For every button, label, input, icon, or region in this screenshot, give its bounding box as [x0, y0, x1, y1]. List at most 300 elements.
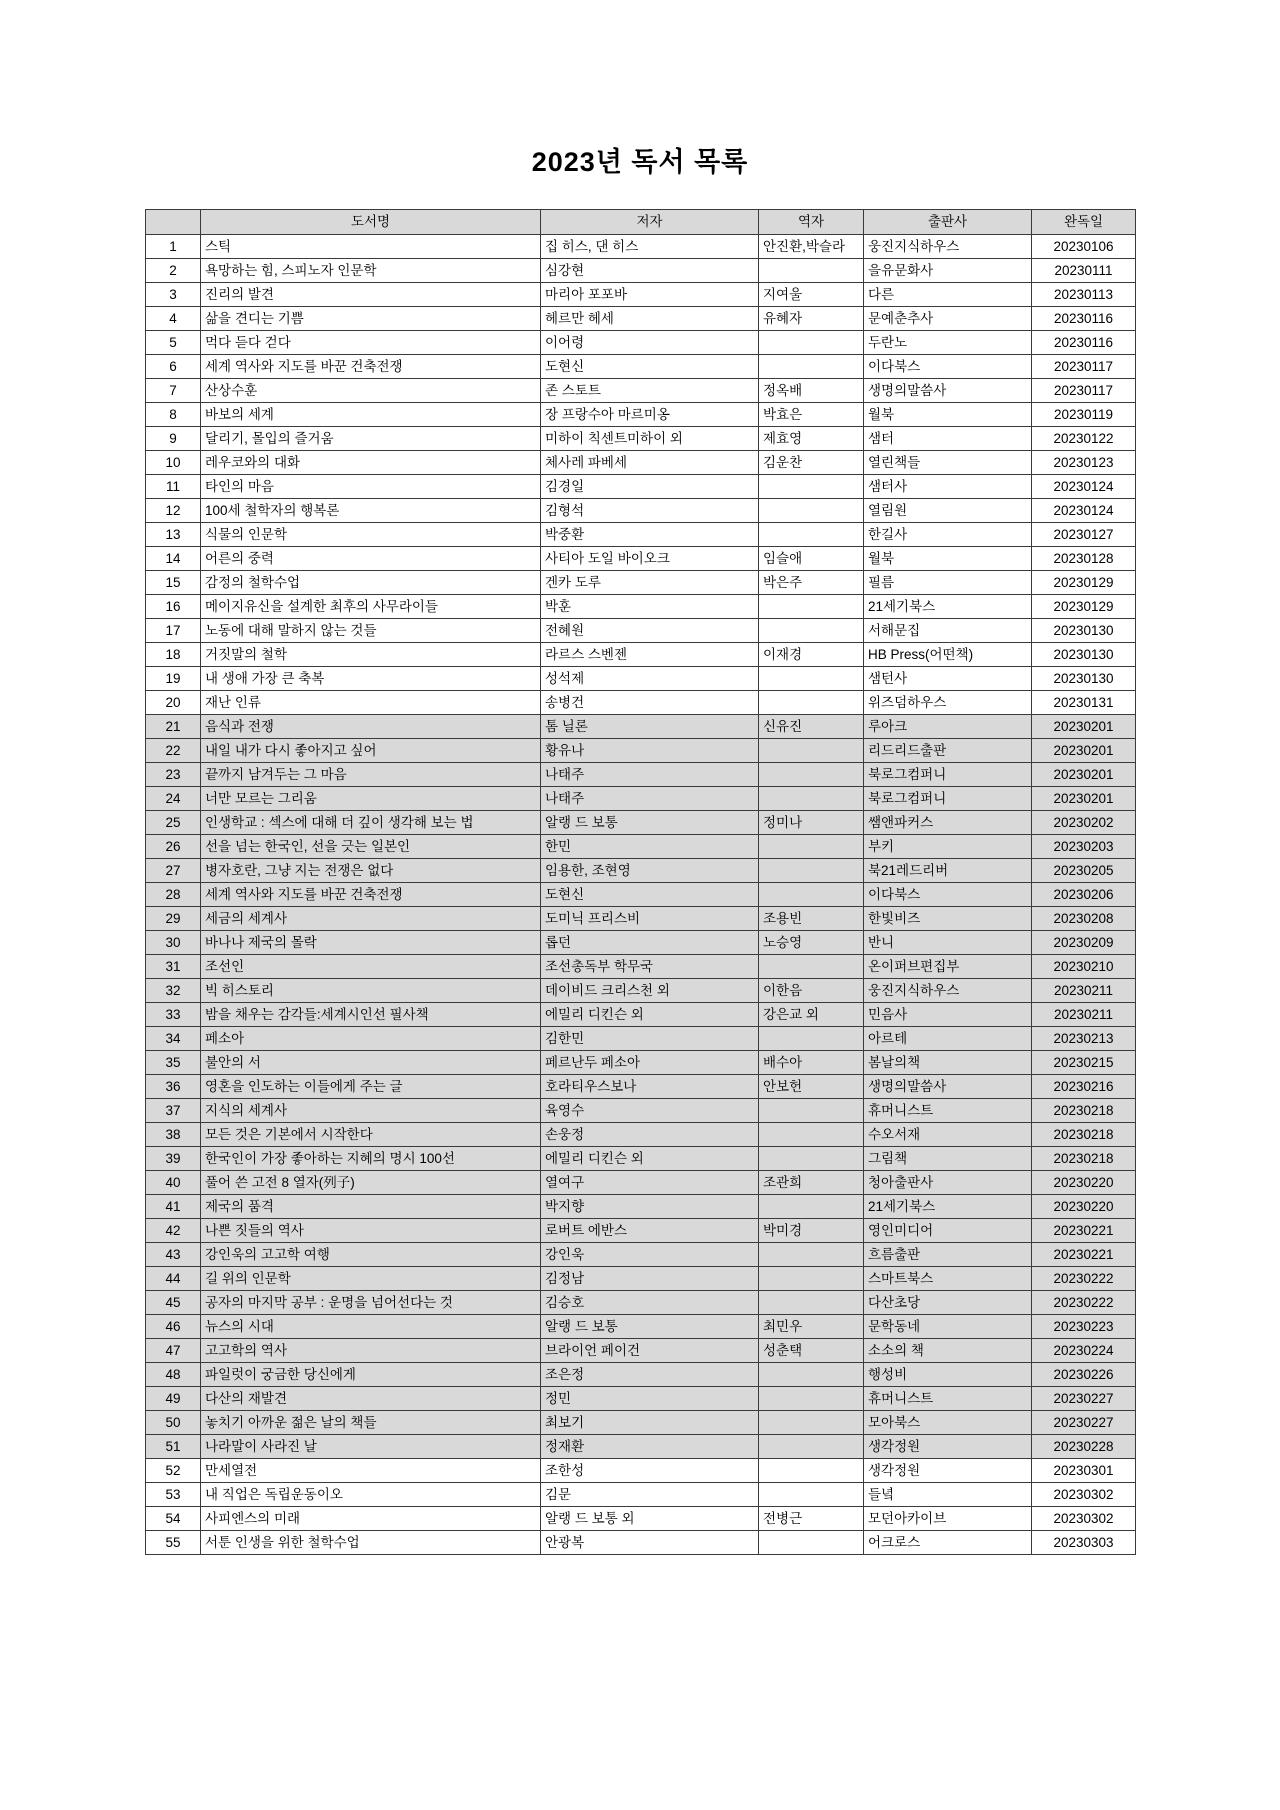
cell-translator	[759, 1267, 864, 1291]
cell-publisher: 모아북스	[864, 1411, 1032, 1435]
table-row	[146, 643, 1136, 667]
table-row	[146, 1315, 1136, 1339]
column-header-title: 도서명	[201, 210, 541, 235]
table-row	[146, 1051, 1136, 1075]
cell-title: 공자의 마지막 공부 : 운명을 넘어선다는 것	[201, 1291, 541, 1315]
cell-date: 20230227	[1032, 1411, 1136, 1435]
cell-author: 체사레 파베세	[541, 451, 759, 475]
cell-no: 34	[146, 1027, 201, 1051]
cell-date: 20230220	[1032, 1195, 1136, 1219]
cell-no: 53	[146, 1483, 201, 1507]
cell-author: 조한성	[541, 1459, 759, 1483]
cell-date: 20230106	[1032, 235, 1136, 259]
cell-no: 31	[146, 955, 201, 979]
table-row	[146, 1171, 1136, 1195]
cell-author: 박훈	[541, 595, 759, 619]
table-row	[146, 907, 1136, 931]
cell-translator	[759, 619, 864, 643]
cell-title: 고고학의 역사	[201, 1339, 541, 1363]
cell-publisher: 부키	[864, 835, 1032, 859]
cell-translator	[759, 259, 864, 283]
cell-author: 심강현	[541, 259, 759, 283]
cell-publisher: 흐름출판	[864, 1243, 1032, 1267]
cell-date: 20230221	[1032, 1219, 1136, 1243]
cell-no: 49	[146, 1387, 201, 1411]
cell-no: 13	[146, 523, 201, 547]
cell-author: 로버트 에반스	[541, 1219, 759, 1243]
cell-title: 끝까지 남겨두는 그 마음	[201, 763, 541, 787]
table-row	[146, 355, 1136, 379]
cell-title: 내 직업은 독립운동이오	[201, 1483, 541, 1507]
cell-author: 임용한, 조현영	[541, 859, 759, 883]
table-row	[146, 979, 1136, 1003]
cell-author: 나태주	[541, 787, 759, 811]
cell-publisher: 온이퍼브편집부	[864, 955, 1032, 979]
cell-no: 14	[146, 547, 201, 571]
cell-no: 36	[146, 1075, 201, 1099]
table-row	[146, 475, 1136, 499]
cell-translator	[759, 787, 864, 811]
cell-date: 20230210	[1032, 955, 1136, 979]
cell-translator	[759, 499, 864, 523]
cell-publisher: 아르테	[864, 1027, 1032, 1051]
cell-author: 육영수	[541, 1099, 759, 1123]
cell-title: 영혼을 인도하는 이들에게 주는 글	[201, 1075, 541, 1099]
cell-translator	[759, 835, 864, 859]
table-row	[146, 523, 1136, 547]
table-row	[146, 259, 1136, 283]
cell-translator	[759, 883, 864, 907]
cell-title: 불안의 서	[201, 1051, 541, 1075]
table-row	[146, 1387, 1136, 1411]
cell-date: 20230130	[1032, 667, 1136, 691]
table-row	[146, 1459, 1136, 1483]
cell-publisher: 생명의말씀사	[864, 379, 1032, 403]
table-row	[146, 1195, 1136, 1219]
cell-no: 20	[146, 691, 201, 715]
cell-no: 46	[146, 1315, 201, 1339]
cell-author: 호라티우스보나	[541, 1075, 759, 1099]
cell-publisher: 소소의 책	[864, 1339, 1032, 1363]
cell-date: 20230203	[1032, 835, 1136, 859]
cell-author: 미하이 칙센트미하이 외	[541, 427, 759, 451]
cell-title: 강인욱의 고고학 여행	[201, 1243, 541, 1267]
cell-translator: 임슬애	[759, 547, 864, 571]
table-row	[146, 1435, 1136, 1459]
cell-author: 나태주	[541, 763, 759, 787]
cell-publisher: 영인미디어	[864, 1219, 1032, 1243]
cell-translator: 제효영	[759, 427, 864, 451]
cell-publisher: 어크로스	[864, 1531, 1032, 1555]
cell-date: 20230116	[1032, 307, 1136, 331]
table-row	[146, 787, 1136, 811]
cell-title: 빅 히스토리	[201, 979, 541, 1003]
cell-no: 2	[146, 259, 201, 283]
column-header-publisher: 출판사	[864, 210, 1032, 235]
cell-publisher: 한길사	[864, 523, 1032, 547]
cell-title: 세계 역사와 지도를 바꾼 건축전쟁	[201, 355, 541, 379]
cell-title: 너만 모르는 그리움	[201, 787, 541, 811]
cell-no: 55	[146, 1531, 201, 1555]
cell-author: 안광복	[541, 1531, 759, 1555]
cell-title: 스틱	[201, 235, 541, 259]
reading-list-table	[145, 209, 1136, 1555]
cell-translator	[759, 1531, 864, 1555]
cell-no: 11	[146, 475, 201, 499]
cell-no: 24	[146, 787, 201, 811]
cell-date: 20230213	[1032, 1027, 1136, 1051]
cell-translator: 정옥배	[759, 379, 864, 403]
cell-author: 성석제	[541, 667, 759, 691]
table-row	[146, 547, 1136, 571]
cell-title: 밤을 채우는 감각들:세계시인선 필사책	[201, 1003, 541, 1027]
cell-no: 4	[146, 307, 201, 331]
cell-no: 51	[146, 1435, 201, 1459]
cell-publisher: 위즈덤하우스	[864, 691, 1032, 715]
cell-publisher: 그림책	[864, 1147, 1032, 1171]
cell-date: 20230301	[1032, 1459, 1136, 1483]
cell-no: 19	[146, 667, 201, 691]
cell-publisher: 다른	[864, 283, 1032, 307]
cell-date: 20230220	[1032, 1171, 1136, 1195]
cell-author: 데이비드 크리스천 외	[541, 979, 759, 1003]
column-header-no	[146, 210, 201, 235]
cell-no: 50	[146, 1411, 201, 1435]
cell-translator: 강은교 외	[759, 1003, 864, 1027]
cell-author: 롭던	[541, 931, 759, 955]
cell-title: 모든 것은 기본에서 시작한다	[201, 1123, 541, 1147]
column-header-date: 완독일	[1032, 210, 1136, 235]
cell-translator	[759, 1123, 864, 1147]
cell-author: 손웅정	[541, 1123, 759, 1147]
cell-publisher: 웅진지식하우스	[864, 979, 1032, 1003]
cell-publisher: 휴머니스트	[864, 1099, 1032, 1123]
table-row	[146, 499, 1136, 523]
cell-publisher: 수오서재	[864, 1123, 1032, 1147]
cell-author: 한민	[541, 835, 759, 859]
cell-translator	[759, 1099, 864, 1123]
table-row	[146, 1363, 1136, 1387]
cell-publisher: 리드리드출판	[864, 739, 1032, 763]
cell-title: 내일 내가 다시 좋아지고 싶어	[201, 739, 541, 763]
page-title: 2023년 독서 목록	[531, 147, 749, 177]
cell-author: 존 스토트	[541, 379, 759, 403]
cell-author: 마리아 포포바	[541, 283, 759, 307]
cell-author: 브라이언 페이건	[541, 1339, 759, 1363]
cell-date: 20230202	[1032, 811, 1136, 835]
cell-author: 정민	[541, 1387, 759, 1411]
cell-title: 선을 넘는 한국인, 선을 긋는 일본인	[201, 835, 541, 859]
cell-publisher: 샘턴사	[864, 667, 1032, 691]
table-row	[146, 379, 1136, 403]
cell-no: 22	[146, 739, 201, 763]
cell-translator	[759, 1459, 864, 1483]
cell-date: 20230209	[1032, 931, 1136, 955]
cell-publisher: 쌤앤파커스	[864, 811, 1032, 835]
cell-author: 김문	[541, 1483, 759, 1507]
reading-list-table-wrapper	[145, 209, 1135, 1555]
cell-translator: 안보헌	[759, 1075, 864, 1099]
table-row	[146, 1339, 1136, 1363]
cell-author: 김승호	[541, 1291, 759, 1315]
cell-publisher: 샘터	[864, 427, 1032, 451]
table-row	[146, 235, 1136, 259]
table-row	[146, 595, 1136, 619]
cell-title: 메이지유신을 설계한 최후의 사무라이들	[201, 595, 541, 619]
cell-no: 15	[146, 571, 201, 595]
cell-date: 20230208	[1032, 907, 1136, 931]
cell-date: 20230303	[1032, 1531, 1136, 1555]
cell-date: 20230227	[1032, 1387, 1136, 1411]
cell-publisher: 21세기북스	[864, 595, 1032, 619]
cell-title: 식물의 인문학	[201, 523, 541, 547]
table-row	[146, 427, 1136, 451]
cell-author: 김형석	[541, 499, 759, 523]
cell-date: 20230129	[1032, 571, 1136, 595]
cell-no: 8	[146, 403, 201, 427]
cell-title: 병자호란, 그냥 지는 전쟁은 없다	[201, 859, 541, 883]
cell-date: 20230211	[1032, 1003, 1136, 1027]
cell-no: 32	[146, 979, 201, 1003]
cell-translator: 신유진	[759, 715, 864, 739]
cell-author: 집 히스, 댄 히스	[541, 235, 759, 259]
cell-date: 20230224	[1032, 1339, 1136, 1363]
cell-publisher: 봄날의책	[864, 1051, 1032, 1075]
cell-translator	[759, 859, 864, 883]
cell-author: 장 프랑수아 마르미옹	[541, 403, 759, 427]
cell-translator	[759, 691, 864, 715]
cell-no: 18	[146, 643, 201, 667]
cell-date: 20230117	[1032, 379, 1136, 403]
cell-no: 26	[146, 835, 201, 859]
cell-title: 재난 인류	[201, 691, 541, 715]
table-row	[146, 739, 1136, 763]
cell-title: 나쁜 짓들의 역사	[201, 1219, 541, 1243]
cell-title: 먹다 듣다 걷다	[201, 331, 541, 355]
cell-title: 파일럿이 궁금한 당신에게	[201, 1363, 541, 1387]
cell-date: 20230302	[1032, 1483, 1136, 1507]
cell-date: 20230205	[1032, 859, 1136, 883]
cell-date: 20230222	[1032, 1267, 1136, 1291]
cell-translator: 유혜자	[759, 307, 864, 331]
cell-translator: 최민우	[759, 1315, 864, 1339]
cell-translator: 성춘택	[759, 1339, 864, 1363]
table-row	[146, 1291, 1136, 1315]
cell-title: 서툰 인생을 위한 철학수업	[201, 1531, 541, 1555]
cell-translator: 이재경	[759, 643, 864, 667]
cell-publisher: 두란노	[864, 331, 1032, 355]
table-row	[146, 283, 1136, 307]
cell-translator	[759, 1291, 864, 1315]
cell-date: 20230201	[1032, 715, 1136, 739]
cell-title: 삶을 견디는 기쁨	[201, 307, 541, 331]
cell-publisher: 모던아카이브	[864, 1507, 1032, 1531]
cell-publisher: 이다북스	[864, 355, 1032, 379]
cell-date: 20230221	[1032, 1243, 1136, 1267]
cell-translator: 노승영	[759, 931, 864, 955]
cell-no: 17	[146, 619, 201, 643]
cell-date: 20230124	[1032, 499, 1136, 523]
cell-date: 20230216	[1032, 1075, 1136, 1099]
cell-title: 제국의 품격	[201, 1195, 541, 1219]
cell-title: 인생학교 : 섹스에 대해 더 깊이 생각해 보는 법	[201, 811, 541, 835]
cell-date: 20230201	[1032, 739, 1136, 763]
cell-date: 20230218	[1032, 1147, 1136, 1171]
cell-no: 37	[146, 1099, 201, 1123]
table-row	[146, 1483, 1136, 1507]
cell-publisher: 필름	[864, 571, 1032, 595]
cell-translator	[759, 355, 864, 379]
table-row	[146, 1219, 1136, 1243]
table-row	[146, 715, 1136, 739]
cell-date: 20230226	[1032, 1363, 1136, 1387]
cell-date: 20230206	[1032, 883, 1136, 907]
cell-author: 이어령	[541, 331, 759, 355]
cell-no: 7	[146, 379, 201, 403]
cell-no: 3	[146, 283, 201, 307]
cell-translator	[759, 595, 864, 619]
table-row	[146, 691, 1136, 715]
cell-title: 뉴스의 시대	[201, 1315, 541, 1339]
cell-publisher: 생각정원	[864, 1435, 1032, 1459]
cell-author: 조은정	[541, 1363, 759, 1387]
cell-translator: 전병근	[759, 1507, 864, 1531]
table-row	[146, 1099, 1136, 1123]
table-row	[146, 763, 1136, 787]
cell-title: 산상수훈	[201, 379, 541, 403]
cell-date: 20230130	[1032, 643, 1136, 667]
cell-publisher: 북21레드리버	[864, 859, 1032, 883]
table-row	[146, 1075, 1136, 1099]
cell-author: 톰 닐론	[541, 715, 759, 739]
cell-date: 20230215	[1032, 1051, 1136, 1075]
cell-date: 20230211	[1032, 979, 1136, 1003]
cell-translator	[759, 475, 864, 499]
cell-title: 바보의 세계	[201, 403, 541, 427]
cell-publisher: 생각정원	[864, 1459, 1032, 1483]
cell-author: 송병건	[541, 691, 759, 715]
cell-publisher: 한빛비즈	[864, 907, 1032, 931]
cell-date: 20230302	[1032, 1507, 1136, 1531]
cell-translator: 조관희	[759, 1171, 864, 1195]
cell-no: 45	[146, 1291, 201, 1315]
cell-no: 12	[146, 499, 201, 523]
cell-author: 도현신	[541, 355, 759, 379]
cell-date: 20230117	[1032, 355, 1136, 379]
cell-date: 20230124	[1032, 475, 1136, 499]
table-row	[146, 1243, 1136, 1267]
cell-title: 페소아	[201, 1027, 541, 1051]
cell-title: 음식과 전쟁	[201, 715, 541, 739]
table-row	[146, 619, 1136, 643]
cell-date: 20230222	[1032, 1291, 1136, 1315]
cell-no: 35	[146, 1051, 201, 1075]
cell-title: 타인의 마음	[201, 475, 541, 499]
cell-publisher: 행성비	[864, 1363, 1032, 1387]
cell-title: 만세열전	[201, 1459, 541, 1483]
table-row	[146, 1147, 1136, 1171]
cell-author: 알랭 드 보통 외	[541, 1507, 759, 1531]
cell-no: 28	[146, 883, 201, 907]
cell-translator	[759, 1027, 864, 1051]
cell-translator: 안진환,박슬라	[759, 235, 864, 259]
cell-no: 25	[146, 811, 201, 835]
cell-date: 20230218	[1032, 1099, 1136, 1123]
column-header-author: 저자	[541, 210, 759, 235]
table-row	[146, 451, 1136, 475]
cell-publisher: HB Press(어떤책)	[864, 643, 1032, 667]
cell-no: 39	[146, 1147, 201, 1171]
cell-title: 어른의 중력	[201, 547, 541, 571]
cell-translator	[759, 1483, 864, 1507]
cell-author: 헤르만 헤세	[541, 307, 759, 331]
table-row	[146, 1027, 1136, 1051]
table-row	[146, 859, 1136, 883]
cell-author: 전혜원	[541, 619, 759, 643]
cell-no: 48	[146, 1363, 201, 1387]
table-row	[146, 1003, 1136, 1027]
cell-translator	[759, 1435, 864, 1459]
cell-title: 다산의 재발견	[201, 1387, 541, 1411]
cell-publisher: 스마트북스	[864, 1267, 1032, 1291]
cell-author: 도현신	[541, 883, 759, 907]
cell-translator: 정미나	[759, 811, 864, 835]
table-row	[146, 1531, 1136, 1555]
cell-translator	[759, 1243, 864, 1267]
cell-title: 바나나 제국의 몰락	[201, 931, 541, 955]
cell-no: 47	[146, 1339, 201, 1363]
cell-translator	[759, 1195, 864, 1219]
cell-date: 20230201	[1032, 787, 1136, 811]
cell-publisher: 휴머니스트	[864, 1387, 1032, 1411]
cell-date: 20230113	[1032, 283, 1136, 307]
cell-title: 지식의 세계사	[201, 1099, 541, 1123]
table-row	[146, 1123, 1136, 1147]
cell-date: 20230122	[1032, 427, 1136, 451]
cell-no: 6	[146, 355, 201, 379]
cell-author: 사티아 도일 바이오크	[541, 547, 759, 571]
table-body	[146, 235, 1136, 1555]
cell-author: 강인욱	[541, 1243, 759, 1267]
cell-title: 달리기, 몰입의 즐거움	[201, 427, 541, 451]
cell-title: 욕망하는 힘, 스피노자 인문학	[201, 259, 541, 283]
cell-author: 최보기	[541, 1411, 759, 1435]
cell-no: 23	[146, 763, 201, 787]
cell-publisher: 다산초당	[864, 1291, 1032, 1315]
cell-translator	[759, 1411, 864, 1435]
cell-publisher: 북로그컴퍼니	[864, 763, 1032, 787]
cell-publisher: 샘터사	[864, 475, 1032, 499]
cell-no: 10	[146, 451, 201, 475]
cell-no: 1	[146, 235, 201, 259]
cell-no: 27	[146, 859, 201, 883]
cell-translator: 김운찬	[759, 451, 864, 475]
cell-translator	[759, 667, 864, 691]
cell-title: 레우코와의 대화	[201, 451, 541, 475]
table-row	[146, 955, 1136, 979]
table-row	[146, 571, 1136, 595]
cell-translator: 박미경	[759, 1219, 864, 1243]
cell-author: 박지향	[541, 1195, 759, 1219]
cell-translator	[759, 523, 864, 547]
cell-date: 20230111	[1032, 259, 1136, 283]
cell-publisher: 문예춘추사	[864, 307, 1032, 331]
table-row	[146, 931, 1136, 955]
cell-title: 길 위의 인문학	[201, 1267, 541, 1291]
cell-author: 김경일	[541, 475, 759, 499]
table-header-row	[146, 210, 1136, 235]
cell-no: 33	[146, 1003, 201, 1027]
